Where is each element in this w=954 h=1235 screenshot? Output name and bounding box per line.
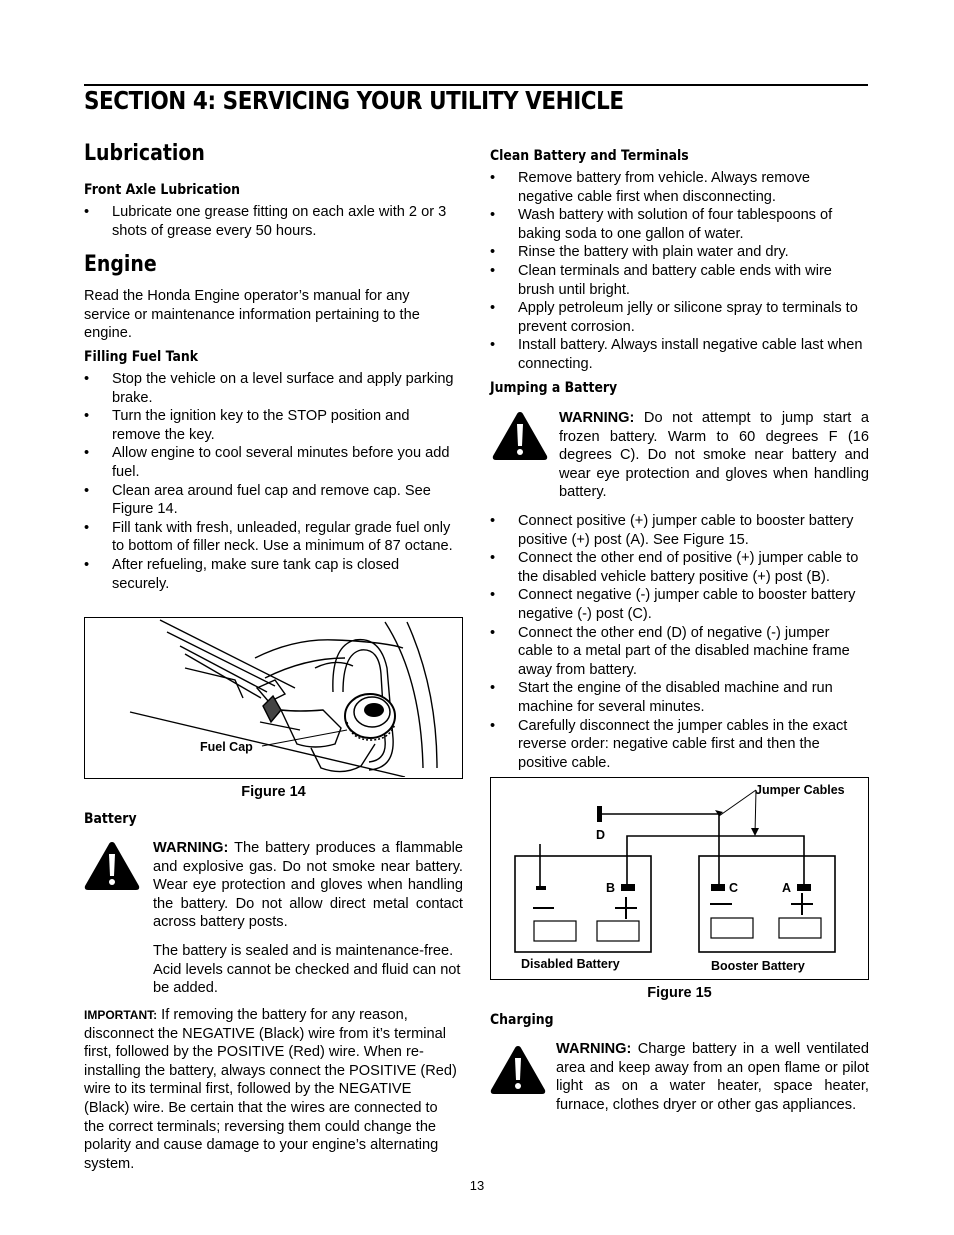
warning-body: Charge battery in a well ventilated area and keep away from an open flame or pilot light as on a water heater, space heater, furnace, clothes dryer or other gas appliances. — [556, 1041, 869, 1113]
list-item: • Lubricate one grease fitting on each axle with 2 or 3 shots of grease every 50 hours. — [84, 203, 464, 240]
figure-15-box — [490, 777, 869, 980]
list-item: • Rinse the battery with plain water and dry. — [490, 243, 868, 262]
charging-warning — [556, 1040, 869, 1114]
warning-icon — [490, 1044, 546, 1096]
list-item: • Carefully disconnect the jumper cables in the exact reverse order: negative cable first and then the positive cable. — [490, 717, 868, 773]
list-item: • Wash battery with solution of four tablespoons of baking soda to one gallon of water. — [490, 206, 868, 243]
jumper-diagram — [491, 778, 867, 978]
battery-heading: Battery — [84, 811, 137, 827]
disabled-battery-label: Disabled Battery — [521, 957, 620, 971]
list-item: • Stop the vehicle on a level surface and apply parking brake. — [84, 370, 454, 407]
list-item: • Start the engine of the disabled machine and run machine for several minutes. — [490, 679, 868, 716]
list-item: • Connect the other end of positive (+) jumper cable to the disabled vehicle battery positive (+) post (B). — [490, 549, 868, 586]
list-item: • After refueling, make sure tank cap is closed securely. — [84, 556, 454, 593]
list-item: • Install battery. Always install negative cable last when connecting. — [490, 336, 868, 373]
post-b — [621, 884, 635, 891]
jumping-heading: Jumping a Battery — [490, 380, 618, 396]
warning-icon — [84, 840, 140, 892]
list-item: • Clean area around fuel cap and remove cap. See Figure 14. — [84, 482, 454, 519]
list-item: • Connect positive (+) jumper cable to booster battery positive (+) post (A). See Figure 15. — [490, 512, 868, 549]
jumper-cables-label: Jumper Cables — [755, 783, 845, 797]
fuel-cap-label: Fuel Cap — [200, 740, 253, 754]
list-item: • Remove battery from vehicle. Always remove negative cable first when disconnecting. — [490, 169, 868, 206]
list-item: • Connect the other end (D) of negative (-) jumper cable to a metal part of the disabled machine frame away from battery. — [490, 624, 868, 680]
list-item: • Fill tank with fresh, unleaded, regular grade fuel only to bottom of filler neck. Use a minimum of 87 octane. — [84, 519, 454, 556]
label-a: A — [782, 881, 792, 895]
figure-15-caption: Figure 15 — [647, 985, 712, 1001]
fuel-tank-illustration — [85, 618, 461, 777]
front-axle-heading: Front Axle Lubrication — [84, 182, 241, 198]
important-body: If removing the battery for any reason, disconnect the NEGATIVE (Black) wire from it’s terminal first, followed by the POSITIVE (Red) wire. When re-installing the battery, always connect the POSITIVE (Red) wire to its terminal first, followed by the NEGATIVE (Black) wire. Be certain that the wires are connected to the correct terminals; reversing them could change the polarity and cause damage to your engine’s alternating system. — [84, 1007, 457, 1172]
charging-heading: Charging — [490, 1012, 554, 1028]
list-item: • Allow engine to cool several minutes before you add fuel. — [84, 444, 454, 481]
jumping-list — [490, 512, 868, 772]
post-c — [711, 884, 725, 891]
label-d: D — [596, 828, 606, 842]
fuel-list — [84, 370, 454, 593]
disabled-battery-body — [515, 856, 651, 952]
warning-body: Do not attempt to jump start a frozen battery. Warm to 60 degrees F (16 degrees C). Do not smoke near battery and wear eye protection and gloves when handling battery. — [559, 410, 869, 501]
engine-heading: Engine — [84, 252, 157, 277]
engine-intro: Read the Honda Engine operator’s manual for any service or maintenance information pertaining to the engine. — [84, 288, 420, 342]
warning-label: WARNING: — [153, 840, 229, 856]
post-a — [797, 884, 811, 891]
jumping-warning — [559, 409, 869, 502]
warning-icon — [492, 410, 548, 462]
clamp-d — [597, 806, 602, 822]
lubrication-heading: Lubrication — [84, 141, 205, 166]
warning-label: WARNING: — [556, 1041, 632, 1057]
section-title: SECTION 4: SERVICING YOUR UTILITY VEHICLE — [84, 86, 624, 115]
fuel-heading: Filling Fuel Tank — [84, 349, 199, 365]
battery-sealed-text: The battery is sealed and is maintenance-free. Acid levels cannot be checked and fluid can not be added. — [153, 943, 461, 997]
important-label: IMPORTANT: — [84, 1008, 158, 1022]
label-c: C — [729, 881, 739, 895]
page-number: 13 — [469, 1178, 485, 1193]
figure-14-caption: Figure 14 — [241, 784, 306, 800]
list-item: • Turn the ignition key to the STOP position and remove the key. — [84, 407, 454, 444]
fuel-cap — [345, 694, 395, 740]
warning-body: The battery produces a flammable and explosive gas. Do not smoke near battery. Wear eye protection and gloves when handling the battery. Do not allow direct metal contact across battery posts. — [153, 840, 463, 931]
booster-battery-label: Booster Battery — [711, 959, 805, 973]
label-b: B — [606, 881, 616, 895]
warning-label: WARNING: — [559, 410, 635, 426]
list-item: • Apply petroleum jelly or silicone spray to terminals to prevent corrosion. — [490, 299, 868, 336]
clean-battery-heading: Clean Battery and Terminals — [490, 148, 689, 164]
list-item: • Connect negative (-) jumper cable to booster battery negative (-) post (C). — [490, 586, 868, 623]
list-item: • Clean terminals and battery cable ends with wire brush until bright. — [490, 262, 868, 299]
battery-warning — [153, 839, 463, 932]
clean-battery-list — [490, 169, 868, 374]
figure-14-box — [84, 617, 463, 779]
important-note — [84, 1006, 459, 1173]
front-axle-list — [84, 203, 464, 240]
